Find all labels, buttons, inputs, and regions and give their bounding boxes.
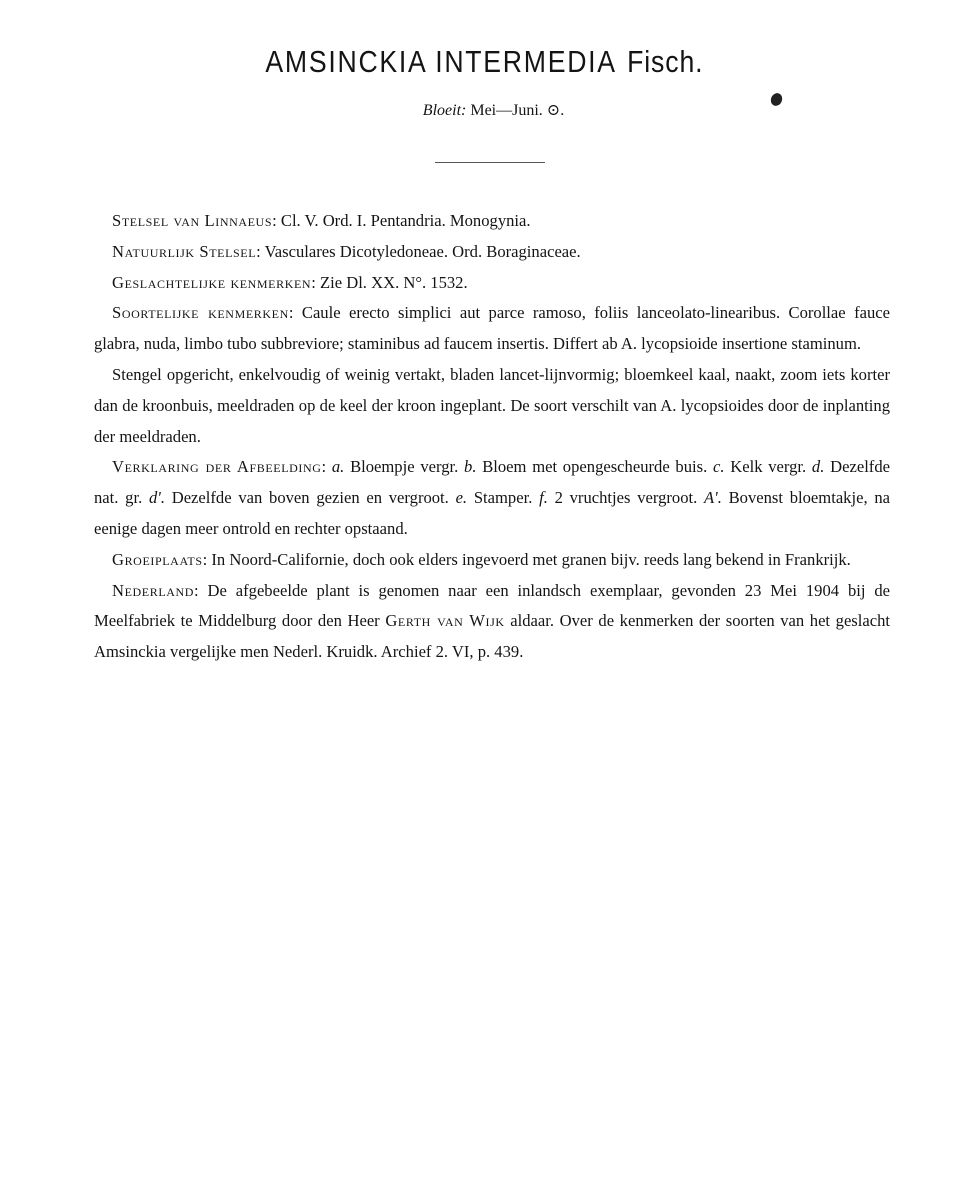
text-stengel: Stengel opgericht, enkelvoudig of weinig vertakt, bladen lancet-lijnvormig; bloemkeel kaal, naakt, zoom iets korter dan de kroonbuis, meeldraden op de keel der kroon ingeplant. De soort verschilt van A. lycopsioides door de inplanting der meeldraden. [94,364,890,446]
paragraph-natuurlijk: Natuurlijk Stelsel: Vasculares Dicotyledoneae. Ord. Boraginaceae. [112,241,581,261]
fig-text-b: Bloem met opengescheurde buis. [476,457,713,477]
text-groeiplaats: In Noord-Californie, doch ook elders ingevoerd met granen bijv. reeds lang bekend in Frankrijk. [211,549,851,569]
fig-text-d2: Dezelfde van boven gezien en vergroot. [164,488,456,508]
paragraph-geslacht: Geslachtelijke kenmerken: Zie Dl. XX. N°. 1532. [112,272,468,292]
fig-key-b: b. [464,457,477,477]
flowering-label: Bloeit: [422,102,467,119]
label-nederland: Nederland [112,580,195,600]
species-author: Fisch. [627,44,704,79]
fig-key-d: d. [811,457,825,477]
paragraph-stengel [94,360,890,452]
fig-key-d2: d'. [148,488,165,508]
paragraph-linnaeus: Stelsel van Linnaeus: Cl. V. Ord. I. Pentandria. Monogynia. [112,211,531,230]
flowering-line [0,100,967,120]
fig-text-e: Stamper. [467,488,540,508]
label-soort: Soortelijke kenmerken [112,303,289,323]
text-geslacht: Zie Dl. XX. N°. 1532. [319,272,468,292]
label-groeiplaats: Groeiplaats [112,549,203,569]
person-name: Gerth van Wijk [385,611,505,631]
label-verklaring: Verklaring der Afbeelding [112,457,322,477]
paragraph-groeiplaats: Groeiplaats: In Noord-Californie, doch ook elders ingevoerd met granen bijv. reeds lang bekend in Frankrijk. [112,549,851,569]
fig-text-f: 2 vruchtjes vergroot. [547,488,705,508]
fig-text-a: Bloempje vergr. [344,457,465,477]
title-divider [435,162,545,163]
text-soort: Caule erecto simplici aut parce ramoso, foliis lanceolato-linearibus. Corollae fauce glabra, nuda, limbo tubo subbreviore; staminibus ad faucem insertis. Differt ab A. lycopsioide insertione staminum. [94,303,890,354]
body-text [94,206,890,668]
paragraph-soort: Soortelijke kenmerken: Caule erecto simplici aut parce ramoso, foliis lanceolato-linearibus. Corollae fauce glabra, nuda, limbo tubo subbreviore; staminibus ad faucem insertis. Differt ab A. lycopsioide insertione staminum. [94,303,890,354]
label-linnaeus: Stelsel van Linnaeus [112,211,273,230]
label-geslacht: Geslachtelijke kenmerken [112,272,312,292]
species-name: AMSINCKIA INTERMEDIA [265,44,617,79]
fig-key-a2: A'. [704,488,722,508]
text-linnaeus: Cl. V. Ord. I. Pentandria. Monogynia. [280,211,531,230]
text-natuurlijk: Vasculares Dicotyledoneae. Ord. Boraginaceae. [264,241,581,261]
fig-key-e: e. [455,488,468,508]
text-nederland-1: De afgebeelde plant is genomen naar een inlandsch exemplaar, gevonden 23 Mei 1904 bij de Meelfabriek te Middelburg door den Heer [94,580,890,631]
flowering-value: Mei—Juni. ⊙. [470,102,565,119]
fig-text-d: Dezelfde nat. gr. [94,457,890,508]
fig-key-f: f. [539,488,548,508]
fig-text-c: Kelk vergr. [724,457,812,477]
page-title [69,44,901,80]
fig-key-c: c. [712,457,725,477]
paragraph-verklaring: Verklaring der Afbeelding: a. Bloempje vergr. b. Bloem met opengescheurde buis. c. Kelk vergr. d. Dezelfde nat. gr. d'. Dezelfde van boven gezien en vergroot. e. Stamper. f. 2 vruchtjes vergroot. A'. Bovenst bloemtakje, na eenige dagen meer ontrold en rechter opstaand. [94,457,891,538]
text-nederland-2: aldaar. Over de kenmerken der soorten van het geslacht Amsinckia vergelijke men Nederl. Kruidk. Archief 2. VI, p. 439. [94,611,891,662]
paragraph-nederland: Nederland: De afgebeelde plant is genomen naar een inlandsch exemplaar, gevonden 23 Mei 1904 bij de Meelfabriek te Middelburg door den Heer Gerth van Wijk aldaar. Over de kenmerken der soorten van het geslacht Amsinckia vergelijke men Nederl. Kruidk. Archief 2. VI, p. 439. [94,580,891,662]
fig-text-a2: Bovenst bloemtakje, na eenige dagen meer ontrold en rechter opstaand. [94,488,891,538]
label-natuurlijk: Natuurlijk Stelsel [112,241,257,261]
fig-key-a: a. [331,457,345,477]
